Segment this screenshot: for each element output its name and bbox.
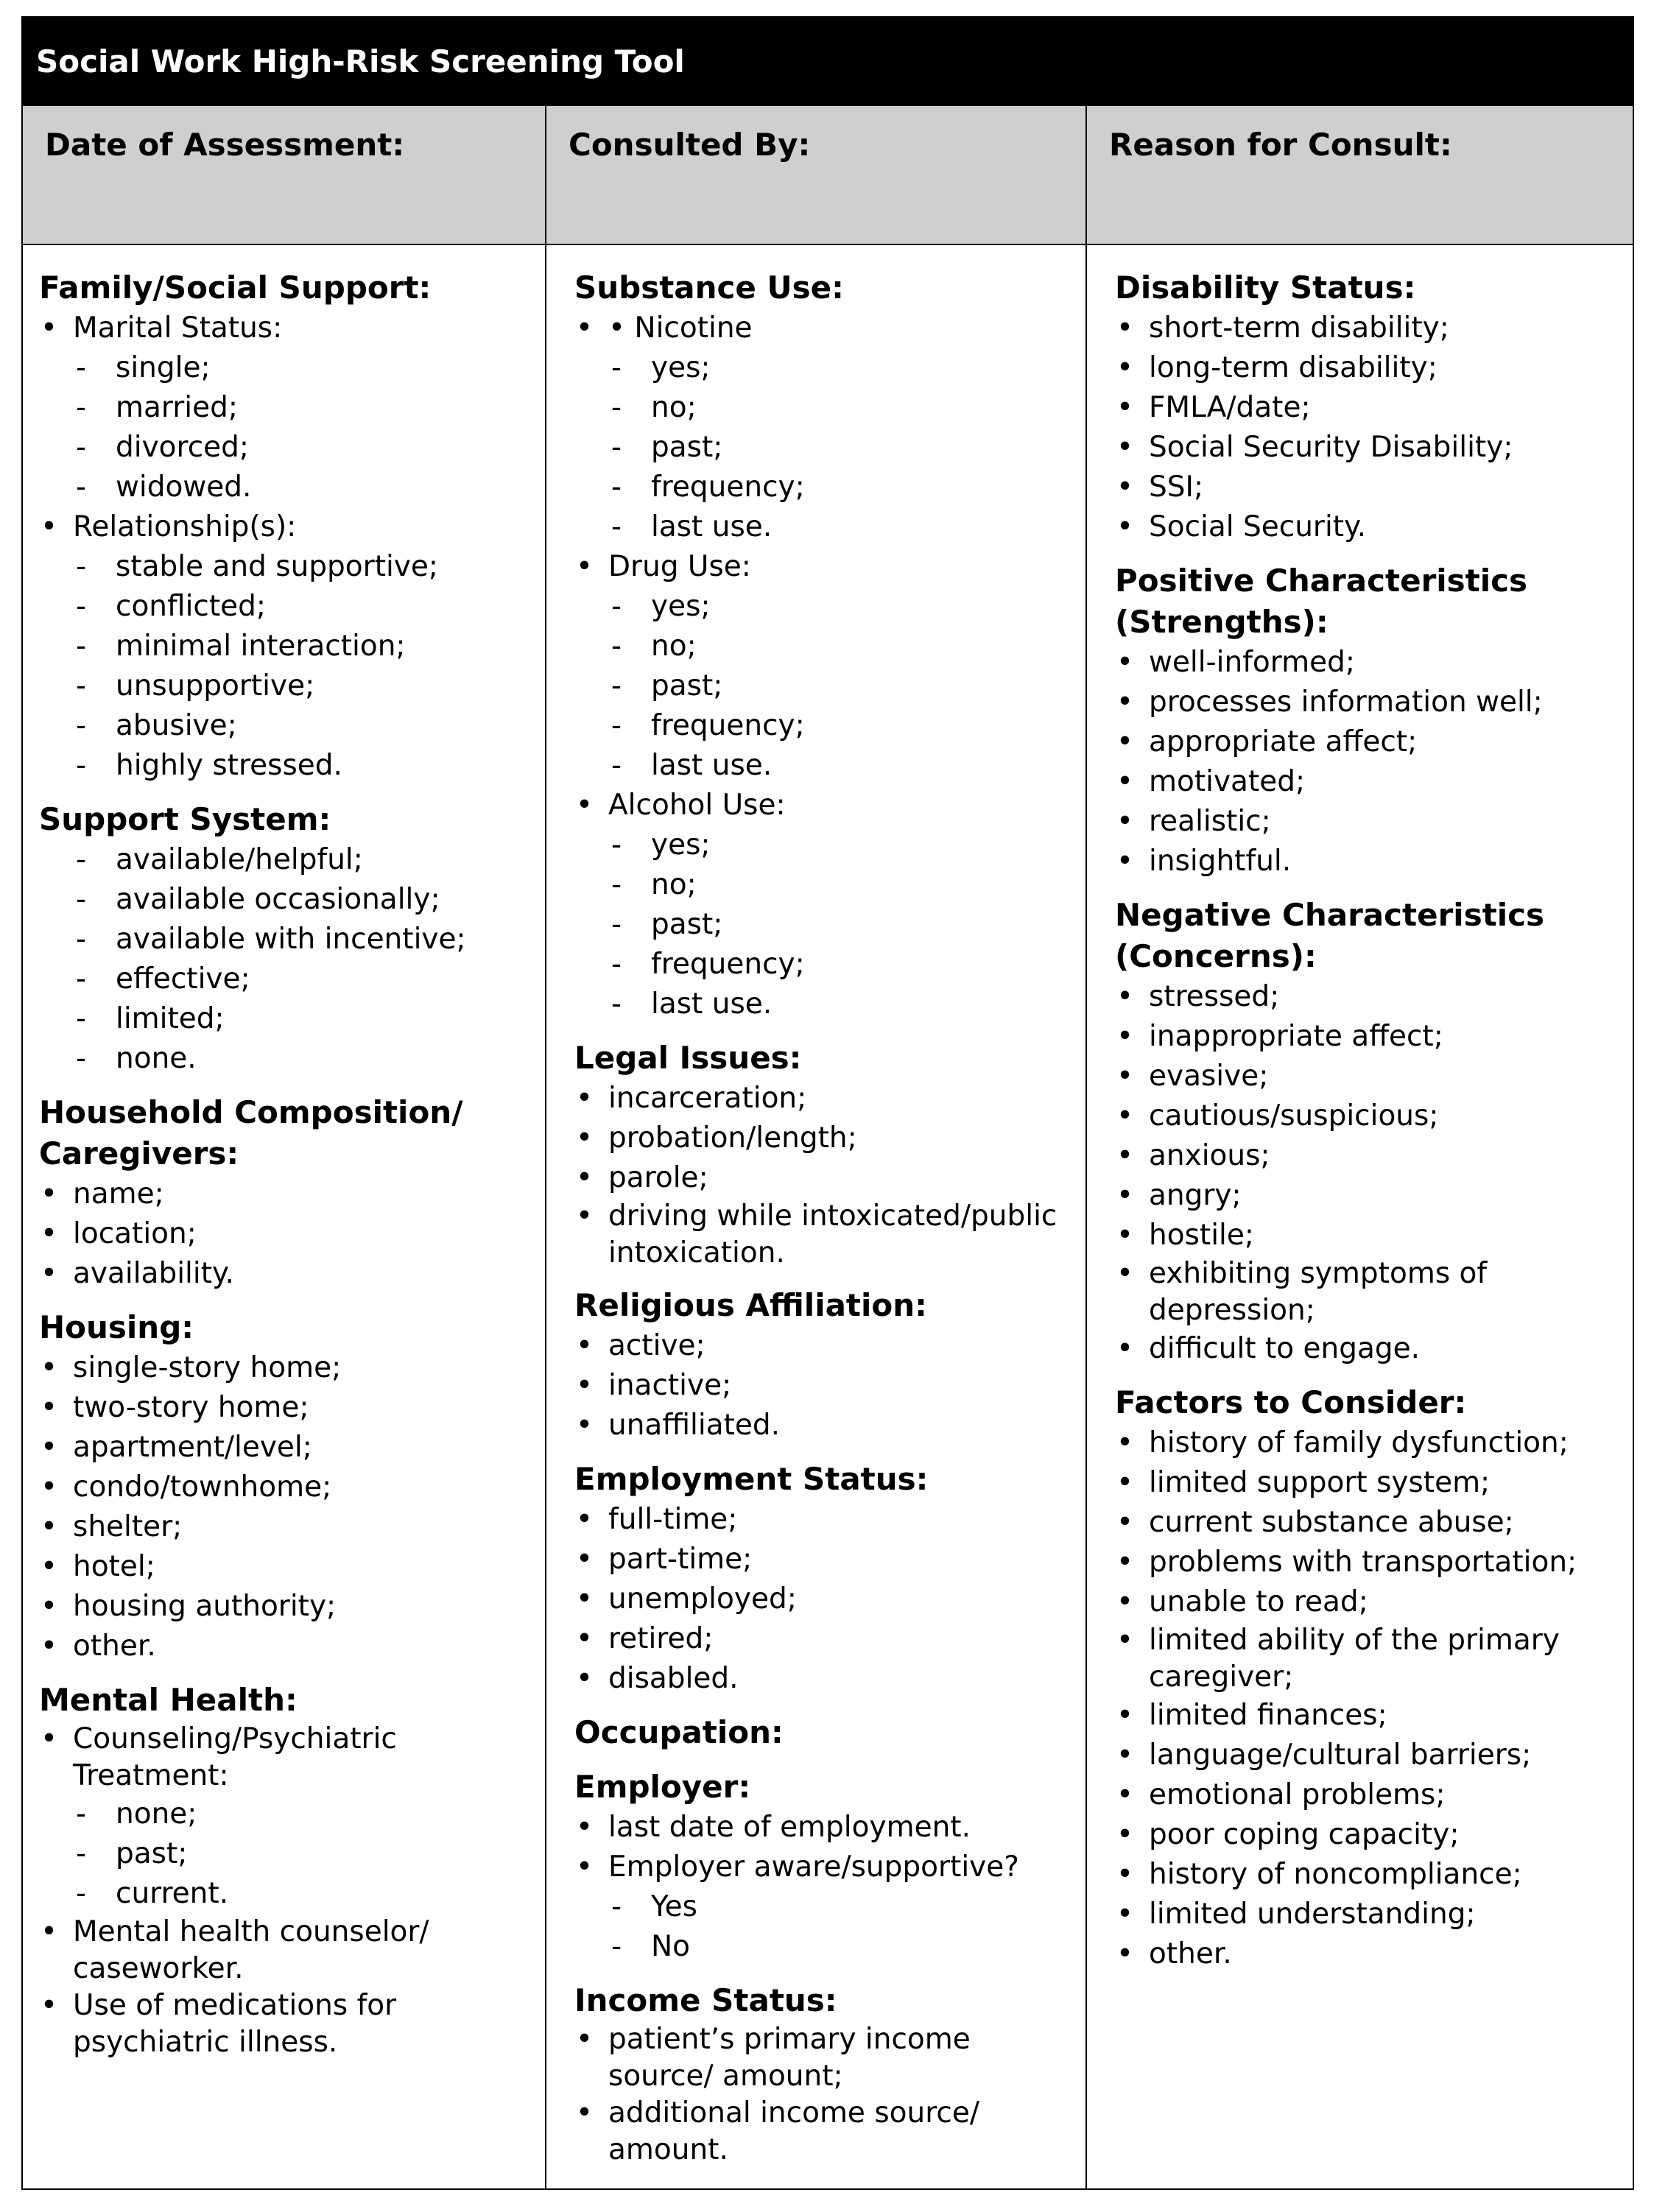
list-item[interactable]: • FMLA/date; [1115, 388, 1627, 428]
section-title: Income Status: [574, 1982, 837, 2018]
list-item[interactable]: - Yes [574, 1887, 1081, 1927]
list-item[interactable]: - no; [574, 627, 1081, 666]
marital-list [39, 309, 541, 786]
list-item: • Employer aware/supportive? [574, 1848, 1081, 1887]
list-item[interactable]: - available occasionally; [39, 880, 541, 920]
section-title: Household Composition/ Caregivers: [39, 1094, 463, 1172]
list-item[interactable]: • difficult to engage. [1115, 1329, 1627, 1369]
list-item[interactable]: - conflicted; [39, 587, 541, 627]
list-item[interactable]: - yes; [574, 348, 1081, 388]
list-item[interactable]: - none; [39, 1794, 541, 1834]
list-item[interactable]: • single-story home; [39, 1348, 541, 1388]
support-system-section [39, 799, 541, 1079]
household-composition-section [39, 1092, 541, 1294]
list-item[interactable]: • disabled. [574, 1659, 1081, 1699]
list-item[interactable]: - past; [574, 428, 1081, 468]
list-item[interactable]: • current substance abuse; [1115, 1503, 1627, 1543]
disability-status-section [1115, 267, 1627, 547]
list-item[interactable]: • other. [39, 1627, 541, 1666]
screening-form [21, 16, 1634, 2190]
list-item[interactable]: - married; [39, 388, 541, 428]
list-item: • Alcohol Use: [574, 786, 1081, 825]
list-item[interactable]: - highly stressed. [39, 746, 541, 786]
list-item[interactable]: - yes; [574, 587, 1081, 627]
housing-section [39, 1307, 541, 1666]
list-item[interactable]: • well-informed; [1115, 643, 1627, 683]
list-item: • Marital Status: [39, 309, 541, 348]
list-item[interactable]: - last use. [574, 746, 1081, 786]
section-title: Housing: [39, 1309, 194, 1345]
list-item[interactable]: • two-story home; [39, 1388, 541, 1428]
section-title: Legal Issues: [574, 1040, 802, 1076]
list-item[interactable]: - current. [39, 1874, 541, 1914]
list-item[interactable]: • limited understanding; [1115, 1895, 1627, 1934]
column-substance-employment [546, 245, 1087, 2188]
list-item[interactable]: • active; [574, 1326, 1081, 1366]
list-item[interactable]: • probation/length; [574, 1119, 1081, 1158]
list-item[interactable]: • unable to read; [1115, 1582, 1627, 1622]
list-item[interactable]: • driving while intoxicated/public intoxication. [574, 1198, 1080, 1272]
list-item[interactable]: • Mental health counselor/ caseworker. [39, 1914, 456, 1987]
list-item: • Counseling/Psychiatric Treatment: [39, 1721, 456, 1794]
list-item[interactable]: • inactive; [574, 1366, 1081, 1406]
list-item[interactable]: • hostile; [1115, 1216, 1627, 1255]
list-item[interactable]: • inappropriate affect; [1115, 1017, 1627, 1057]
factors-to-consider-section [1115, 1382, 1627, 1974]
list-item[interactable]: • patient’s primary income source/ amount; [574, 2021, 1080, 2095]
family-social-support-section [39, 267, 541, 786]
list-item[interactable]: - limited; [39, 999, 541, 1039]
positive-characteristics-section [1115, 560, 1627, 881]
list-item[interactable]: • availability. [39, 1254, 541, 1294]
list-item[interactable]: • full-time; [574, 1500, 1081, 1540]
list-item[interactable]: - last use. [574, 507, 1081, 547]
section-title[interactable]: Occupation: [574, 1714, 784, 1750]
list-item[interactable]: • appropriate affect; [1115, 722, 1627, 762]
list-item[interactable]: • evasive; [1115, 1057, 1627, 1096]
list-item[interactable]: • housing authority; [39, 1587, 541, 1627]
list-item[interactable]: - minimal interaction; [39, 627, 541, 666]
list-item[interactable]: - no; [574, 865, 1081, 905]
list-item[interactable]: • angry; [1115, 1176, 1627, 1216]
column-characteristics [1087, 245, 1633, 2188]
list-item[interactable]: - past; [574, 666, 1081, 706]
employment-status-section [574, 1459, 1081, 1699]
list-item[interactable]: • retired; [574, 1619, 1081, 1659]
column-social-support [23, 245, 546, 2188]
list-item: • • Nicotine [574, 309, 1081, 348]
list-item[interactable]: - No [574, 1927, 1081, 1967]
form-title: Social Work High-Risk Screening Tool [23, 18, 1633, 106]
list-item[interactable]: • anxious; [1115, 1136, 1627, 1176]
list-item[interactable]: - abusive; [39, 706, 541, 746]
list-item[interactable]: • other. [1115, 1934, 1627, 1974]
list-item[interactable]: • unaffiliated. [574, 1406, 1081, 1445]
legal-issues-section [574, 1038, 1081, 1272]
list-item[interactable]: • realistic; [1115, 802, 1627, 842]
list-item[interactable]: • limited finances; [1115, 1696, 1627, 1736]
list-item[interactable]: • limited ability of the primary caregiver; [1115, 1622, 1561, 1696]
negative-characteristics-section [1115, 895, 1627, 1369]
list-item[interactable]: - divorced; [39, 428, 541, 468]
list-item[interactable]: • Social Security Disability; [1115, 428, 1627, 468]
list-item[interactable]: • short-term disability; [1115, 309, 1627, 348]
section-title: Support System: [39, 801, 331, 837]
list-item: • Drug Use: [574, 547, 1081, 587]
list-item[interactable]: • apartment/level; [39, 1428, 541, 1468]
list-item[interactable]: • emotional problems; [1115, 1775, 1627, 1815]
section-title: Disability Status: [1115, 270, 1416, 306]
list-item[interactable]: • processes information well; [1115, 683, 1627, 722]
list-item[interactable]: • long-term disability; [1115, 348, 1627, 388]
date-of-assessment-field[interactable]: Date of Assessment: [45, 127, 405, 163]
employer-section [574, 1767, 1081, 1967]
list-item[interactable]: • problems with transportation; [1115, 1543, 1627, 1582]
list-item[interactable]: • motivated; [1115, 762, 1627, 802]
header-row [23, 106, 1633, 245]
list-item[interactable]: • Use of medications for psychiatric illness. [39, 1987, 529, 2061]
list-item[interactable]: - past; [39, 1834, 541, 1874]
section-title: Mental Health: [39, 1682, 298, 1718]
mental-health-section [39, 1680, 541, 2061]
section-title: Family/Social Support: [39, 270, 432, 306]
list-item[interactable]: - available/helpful; [39, 840, 541, 880]
list-item[interactable]: • history of family dysfunction; [1115, 1423, 1627, 1463]
list-item[interactable]: - unsupportive; [39, 666, 541, 706]
income-status-section [574, 1980, 1081, 2169]
list-item[interactable]: • last date of employment. [574, 1808, 1081, 1848]
list-item[interactable]: • unemployed; [574, 1579, 1081, 1619]
list-item[interactable]: • shelter; [39, 1507, 541, 1547]
section-title: Employment Status: [574, 1461, 929, 1497]
list-item[interactable]: • name; [39, 1174, 541, 1214]
section-title: Positive Characteristics (Strengths): [1115, 563, 1528, 640]
section-title: Substance Use: [574, 270, 844, 306]
list-item: • Relationship(s): [39, 507, 541, 547]
section-title: Negative Characteristics (Concerns): [1115, 897, 1545, 974]
section-title[interactable]: Employer: [574, 1769, 751, 1805]
list-item[interactable]: - yes; [574, 825, 1081, 865]
list-item[interactable]: • Social Security. [1115, 507, 1627, 547]
section-title: Factors to Consider: [1115, 1384, 1467, 1420]
list-item[interactable]: - frequency; [574, 706, 1081, 746]
list-item[interactable]: - available with incentive; [39, 920, 541, 959]
list-item[interactable]: • SSI; [1115, 468, 1627, 507]
list-item[interactable]: - frequency; [574, 945, 1081, 985]
list-item[interactable]: - single; [39, 348, 541, 388]
list-item[interactable]: • location; [39, 1214, 541, 1254]
list-item[interactable]: • insightful. [1115, 842, 1627, 881]
list-item[interactable]: • parole; [574, 1158, 1081, 1198]
reason-for-consult-field[interactable]: Reason for Consult: [1109, 127, 1452, 163]
list-item[interactable]: - no; [574, 388, 1081, 428]
list-item[interactable]: - widowed. [39, 468, 541, 507]
section-title: Religious Affiliation: [574, 1287, 927, 1323]
list-item[interactable]: • language/cultural barriers; [1115, 1736, 1627, 1775]
list-item[interactable]: • limited support system; [1115, 1463, 1627, 1503]
religious-affiliation-section [574, 1285, 1081, 1445]
list-item[interactable]: • poor coping capacity; [1115, 1815, 1627, 1855]
consulted-by-field[interactable]: Consulted By: [569, 127, 811, 163]
list-item[interactable]: - effective; [39, 959, 541, 999]
list-item[interactable]: - frequency; [574, 468, 1081, 507]
occupation-section [574, 1712, 1081, 1753]
list-item[interactable]: • cautious/suspicious; [1115, 1096, 1627, 1136]
list-item[interactable]: • additional income source/ amount. [574, 2095, 1021, 2169]
list-item[interactable]: • condo/townhome; [39, 1468, 541, 1507]
list-item[interactable]: • incarceration; [574, 1079, 1081, 1119]
list-item[interactable]: - stable and supportive; [39, 547, 541, 587]
list-item[interactable]: • history of noncompliance; [1115, 1855, 1627, 1895]
list-item[interactable]: - last use. [574, 985, 1081, 1024]
list-item[interactable]: • hotel; [39, 1547, 541, 1587]
list-item[interactable]: - none. [39, 1039, 541, 1079]
list-item[interactable]: • part-time; [574, 1540, 1081, 1579]
list-item[interactable]: - past; [574, 905, 1081, 945]
list-item[interactable]: • stressed; [1115, 977, 1627, 1017]
substance-use-section [574, 267, 1081, 1024]
list-item[interactable]: • exhibiting symptoms of depression; [1115, 1255, 1532, 1329]
